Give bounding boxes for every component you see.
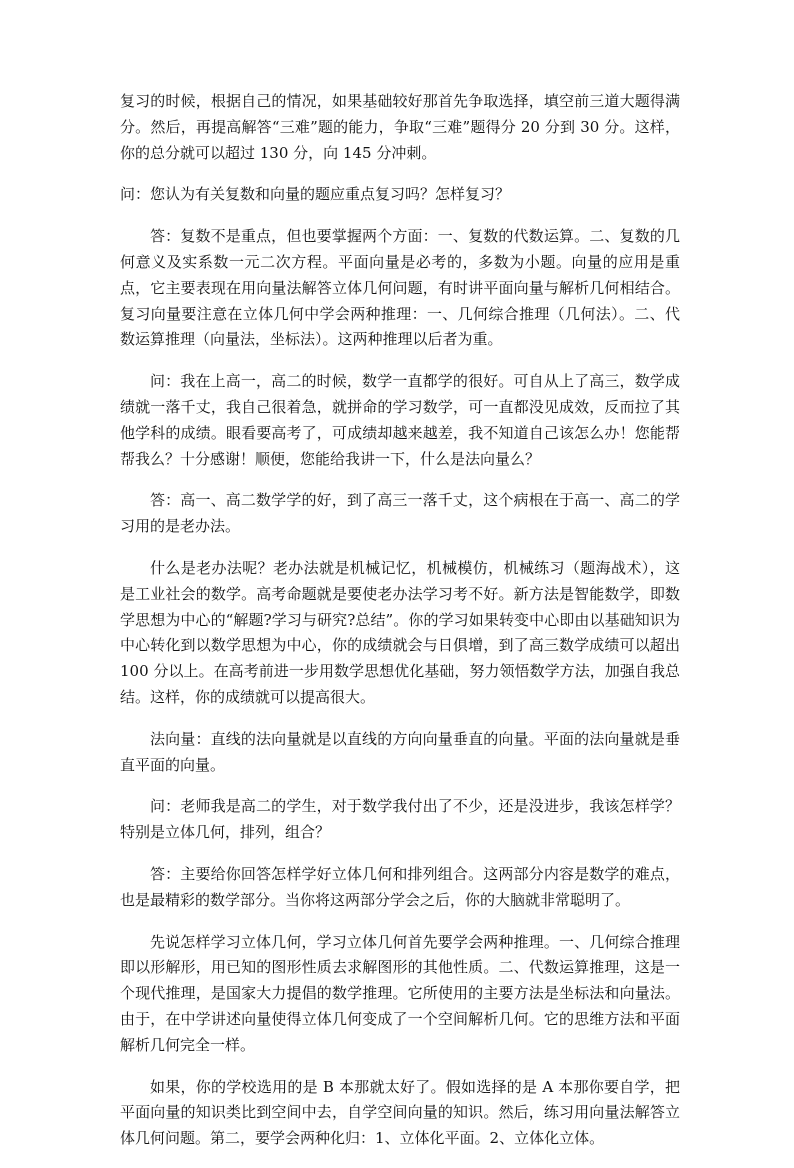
paragraph: 如果，你的学校选用的是 B 本那就太好了。假如选择的是 A 本那你要自学，把平面向量的知识类比到空间中去，自学空间向量的知识。然后，练习用向量法解答立体几何问题。第二，要学会两种化归：1、立体化平面。2、立体化立体。 <box>120 1077 680 1148</box>
paragraph: 法向量：直线的法向量就是以直线的方向向量垂直的向量。平面的法向量就是垂直平面的向量。 <box>120 729 680 774</box>
answer-paragraph: 答：高一、高二数学学的好，到了高三一落千丈，这个病根在于高一、高二的学习用的是老办法。 <box>120 491 680 536</box>
document-page <box>120 89 680 1168</box>
paragraph: 复习的时候，根据自己的情况，如果基础较好那首先争取选择，填空前三道大题得满分。然后，再提高解答“三难”题的能力，争取“三难”题得分 20 分到 30 分。这样，你的总分就可以超过 130 分，向 145 分冲刺。 <box>120 92 680 162</box>
answer-paragraph: 答：主要给你回答怎样学好立体几何和排列组合。这两部分内容是数学的难点，也是最精彩的数学部分。当你将这两部分学会之后，你的大脑就非常聪明了。 <box>120 864 680 909</box>
paragraph: 什么是老办法呢？老办法就是机械记忆，机械模仿，机械练习（题海战术），这是工业社会的数学。高考命题就是要使老办法学习考不好。新方法是智能数学，即数学思想为中心的“解题?学习与研究?总结”。你的学习如果转变中心即由以基础知识为中心转化到以数学思想为中心，你的成绩就会与日俱增，到了高三数学成绩可以超出 100 分以上。在高考前进一步用数学思想优化基础，努力领悟数学方法，加强自我总结。这样，你的成绩就可以提高很大。 <box>120 558 680 706</box>
answer-paragraph: 答：复数不是重点，但也要掌握两个方面：一、复数的代数运算。二、复数的几何意义及实系数一元二次方程。平面向量是必考的，多数为小题。向量的应用是重点，它主要表现在用向量法解答立体几何问题，有时讲平面向量与解析几何相结合。复习向量要注意在立体几何中学会两种推理：一、几何综合推理（几何法）。二、代数运算推理（向量法，坐标法）。这两种推理以后者为重。 <box>120 227 680 349</box>
question-paragraph: 问：我在上高一，高二的时候，数学一直都学的很好。可自从上了高三，数学成绩就一落千丈，我自己很着急，就拼命的学习数学，可一直都没见成效，反而拉了其他学科的成绩。眼看要高考了，可成绩却越来越差，我不知道自己该怎么办！您能帮帮我么？十分感谢！顺便，您能给我讲一下，什么是法向量么？ <box>120 372 680 468</box>
question-paragraph: 问：老师我是高二的学生，对于数学我付出了不少，还是没进步，我该怎样学？特别是立体几何，排列，组合？ <box>120 797 680 842</box>
question-paragraph: 问：您认为有关复数和向量的题应重点复习吗？怎样复习？ <box>120 185 511 204</box>
paragraph: 先说怎样学习立体几何，学习立体几何首先要学会两种推理。一、几何综合推理即以形解形，用已知的图形性质去求解图形的其他性质。二、代数运算推理，这是一个现代推理，是国家大力提倡的数学推理。它所使用的主要方法是坐标法和向量法。由于，在中学讲述向量使得立体几何变成了一个空间解析几何。它的思维方法和平面解析几何完全一样。 <box>120 932 680 1054</box>
